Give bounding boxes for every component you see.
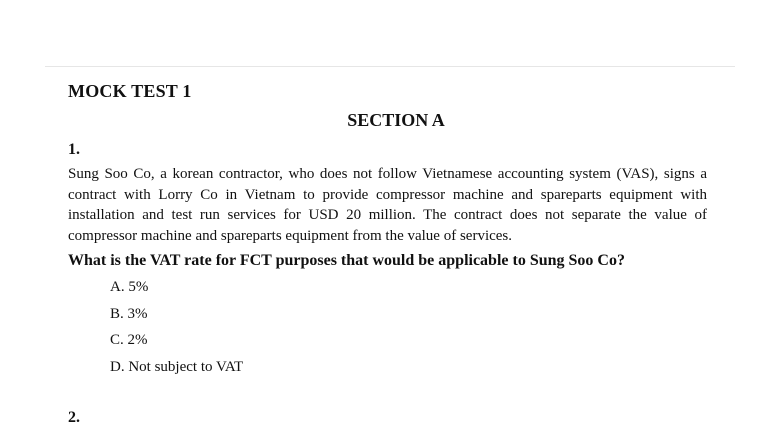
option-b: B. 3%: [110, 305, 148, 322]
question-1-prompt: What is the VAT rate for FCT purposes that would be applicable to Sung Soo Co?: [68, 252, 625, 269]
option-d: D. Not subject to VAT: [110, 358, 244, 375]
page-divider: [45, 66, 735, 67]
option-a: A. 5%: [110, 279, 149, 295]
option-c: C. 2%: [110, 332, 148, 348]
question-1-options: [110, 276, 243, 382]
question-1-body: Sung Soo Co, a korean contractor, who does not follow Vietnamese accounting system (VAS), signs a contract with Lorry Co in Vietnam to provide compressor machine and spareparts equipment with installation and test run services for USD 20 million. The contract does not separate the value of compressor machine and spareparts equipment from the value of services.: [68, 166, 707, 244]
question-2-number: 2.: [68, 409, 80, 426]
question-1-number: 1.: [68, 141, 80, 158]
section-title: SECTION A: [347, 110, 445, 130]
test-title: MOCK TEST 1: [68, 81, 192, 101]
